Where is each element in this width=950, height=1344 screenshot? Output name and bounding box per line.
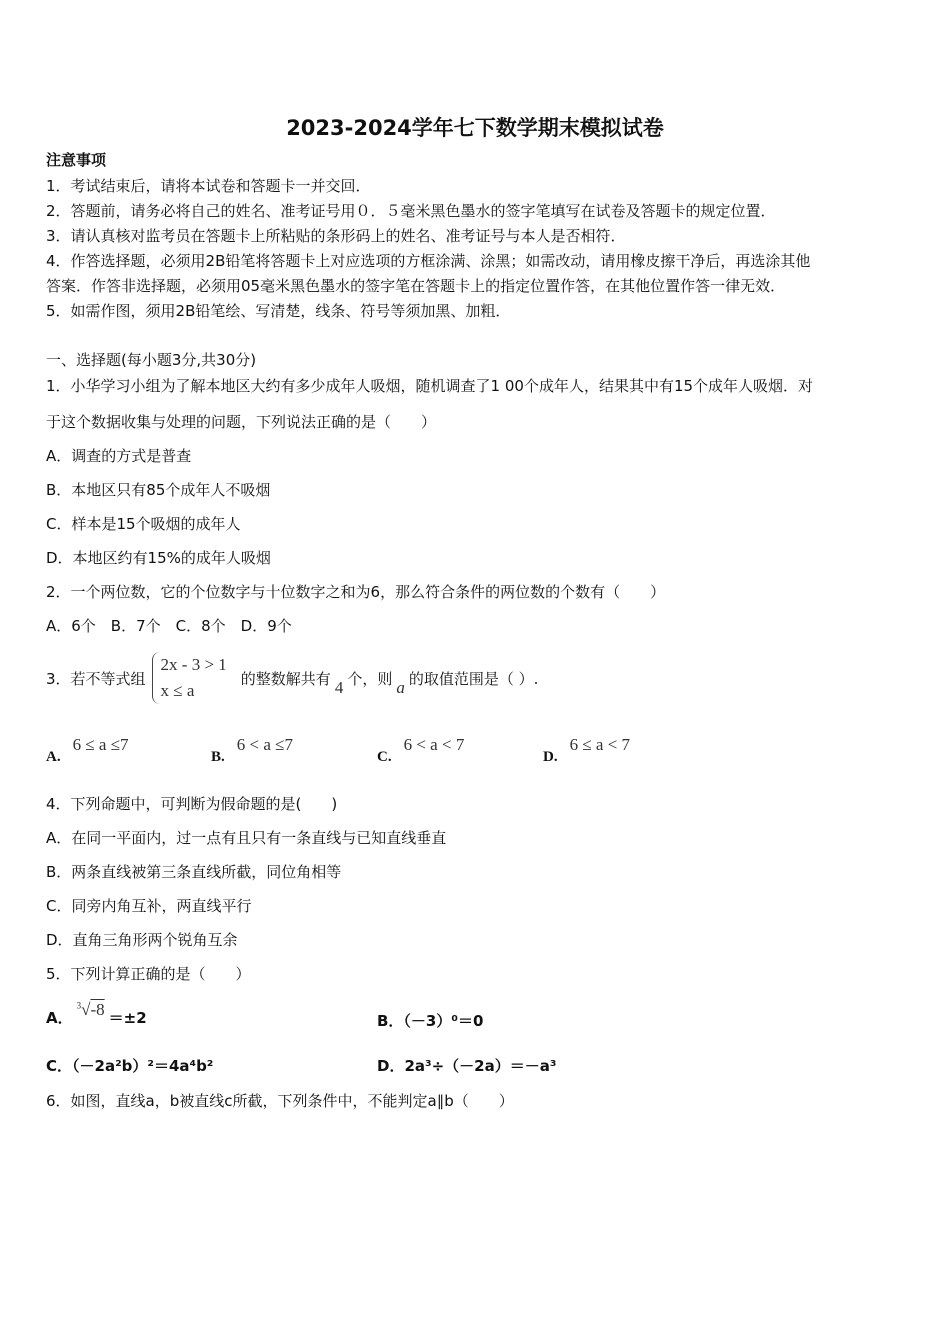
radicand: -8 [90,1000,105,1019]
q3-option-b [211,735,293,766]
option-label: A. [46,749,61,765]
section-heading: 一、选择题(每小题3分,共30分) [46,351,257,369]
option-label: D. [543,749,558,765]
q5-option-b: B．（－3）⁰＝0 [377,1012,484,1030]
q1-option: D．本地区约有15%的成年人吸烟 [46,549,271,567]
q3-option-c [377,735,464,766]
option-label: B. [211,749,225,765]
notice-item: 答案．作答非选择题，必须用05毫米黑色墨水的签字笔在答题卡上的指定位置作答，在其他位置作答一律无效． [46,277,786,295]
notice-item: 5．如需作图，须用2B铅笔绘、写清楚，线条、符号等须加黑、加粗． [46,302,511,320]
page-title: 2023-2024学年七下数学期末模拟试卷 [286,116,664,140]
q2-options: A．6个 B．7个 C．8个 D．9个 [46,617,292,635]
inequality-system [152,652,227,704]
q4-option: B．两条直线被第三条直线所截，同位角相等 [46,863,342,881]
q6-stem: 6．如图，直线a，b被直线c所截，下列条件中，不能判定a∥b（ ） [46,1092,514,1110]
option-label: C. [377,749,392,765]
option-expr: 6 < a ≤7 [236,735,293,754]
notice-item: 4．作答选择题，必须用2B铅笔将答题卡上对应选项的方框涂满、涂黑；如需改动，请用橡皮擦干净后，再选涂其他 [46,252,811,270]
notice-item: 3．请认真核对监考员在答题卡上所粘贴的条形码上的姓名、准考证号与本人是否相符． [46,227,626,245]
option-expr: 6 ≤ a < 7 [569,735,631,754]
cube-root: $^3$√-8 [76,1000,105,1019]
q4-option: D．直角三角形两个锐角互余 [46,931,238,949]
q1-option: A．调查的方式是普查 [46,447,192,465]
q3-mid2: 个，则 [347,669,393,688]
q3-stem [46,652,538,704]
notice-item: 2．答题前，请务必将自己的姓名、准考证号用０．５毫米黑色墨水的签字笔填写在试卷及答题卡的规定位置． [46,202,776,220]
q5-option-a-label: A． [46,1009,73,1027]
inequality-2: x ≤ a [160,681,195,700]
q3-option-a [46,735,129,766]
q3-option-d [543,735,630,766]
inequality-1: 2x - 3 > 1 [160,655,227,674]
q3-mid: 的整数解共有 [240,669,331,688]
q5-option-a [46,1000,147,1028]
q5-option-a-rest: ＝±2 [108,1009,147,1027]
q1-option: B．本地区只有85个成年人不吸烟 [46,481,271,499]
q5-option-c: C．（－2a²b）²＝4a⁴b² [46,1057,214,1075]
q4-stem: 4．下列命题中，可判断为假命题的是( ) [46,795,338,813]
q3-prefix: 3．若不等式组 [46,669,146,688]
option-expr: 6 < a < 7 [403,735,465,754]
q3-suffix: 的取值范围是（ ）. [408,669,539,688]
q3-var: a [396,678,405,697]
notice-item: 1．考试结束后，请将本试卷和答题卡一并交回． [46,177,371,195]
option-expr: 6 ≤ a ≤7 [72,735,129,754]
q1-option: C．样本是15个吸烟的成年人 [46,515,241,533]
q4-option: A．在同一平面内，过一点有且只有一条直线与已知直线垂直 [46,829,447,847]
q5-option-d: D．2a³÷（－2a）＝－a³ [377,1057,557,1075]
q4-option: C．同旁内角互补，两直线平行 [46,897,252,915]
q1-stem: 于这个数据收集与处理的问题，下列说法正确的是（ ） [46,413,437,431]
q2-stem: 2．一个两位数，它的个位数字与十位数字之和为6，那么符合条件的两位数的个数有（ ） [46,583,666,601]
notice-heading: 注意事项 [46,151,107,169]
q5-stem: 5．下列计算正确的是（ ） [46,965,251,983]
q3-count: 4 [334,678,344,697]
q1-stem: 1．小华学习小组为了解本地区大约有多少成年人吸烟，随机调查了1 00个成年人，结果其中有15个成年人吸烟．对 [46,377,814,395]
